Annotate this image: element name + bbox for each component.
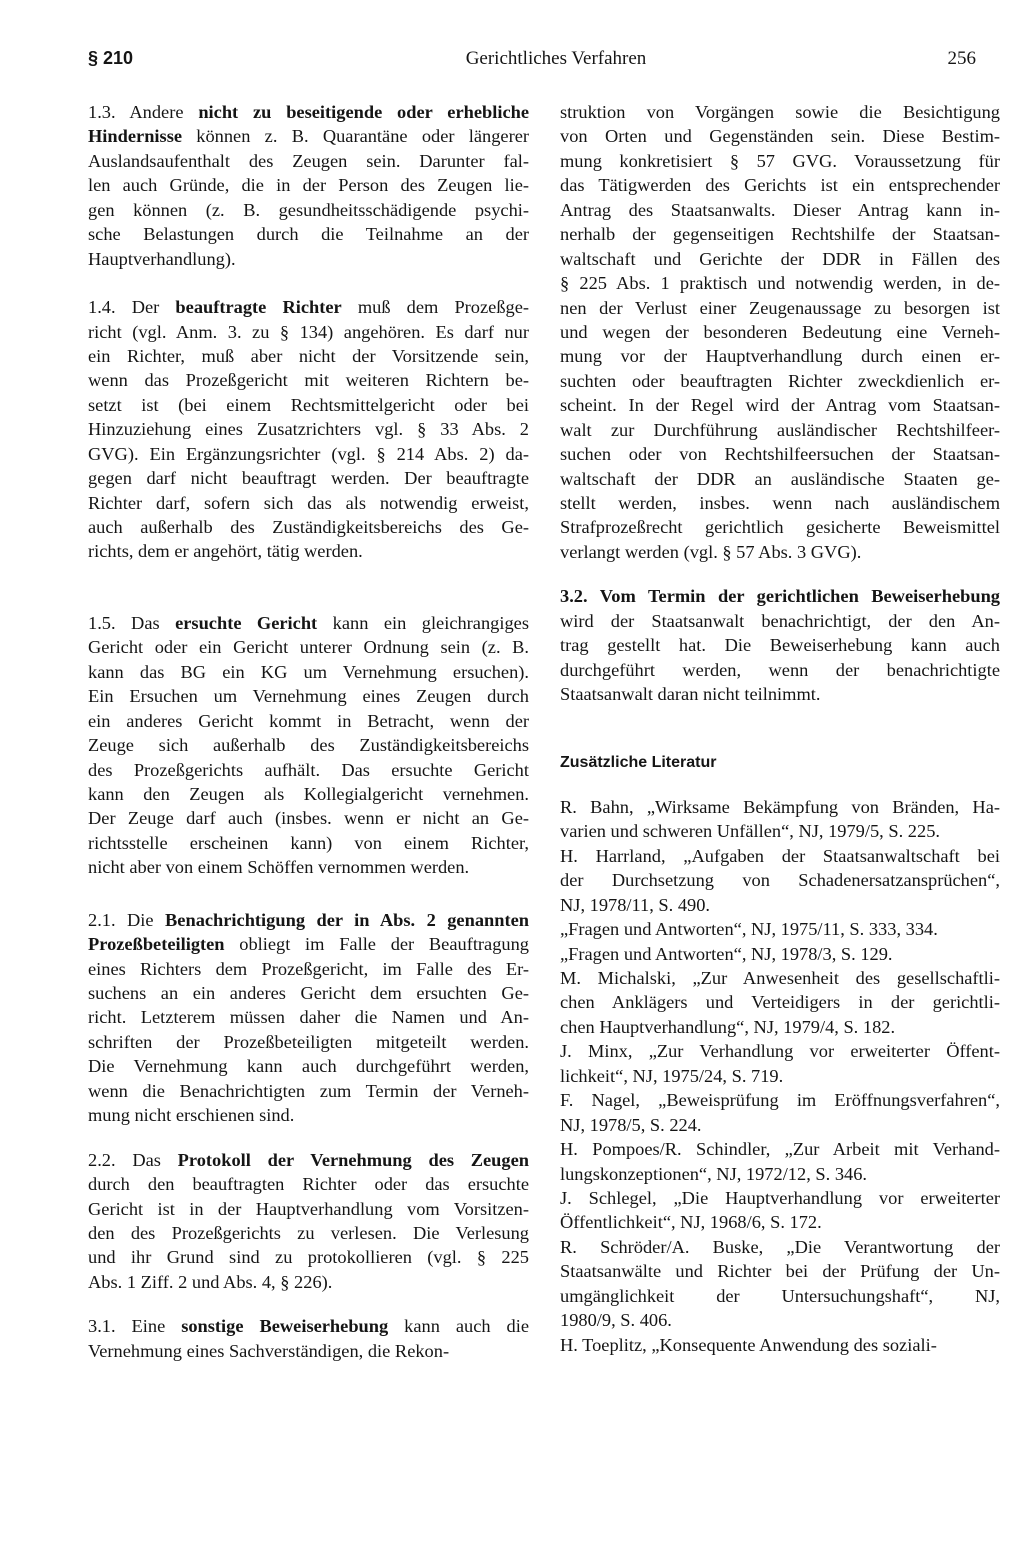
text-line: Hinzuziehung eines Zusatzrichters vgl. § 33 Abs. 2	[88, 419, 529, 440]
text-line: Prozeßbeteiligten obliegt im Falle der Beauftragung	[88, 934, 529, 955]
text-line: Zeuge sich außerhalb des Zuständigkeitsbereichs	[88, 735, 529, 756]
text-line: J. Minx, „Zur Verhandlung vor erweiterter Öffent-	[560, 1041, 1000, 1062]
paragraph-p22	[88, 1148, 529, 1295]
text-line: GVG). Ein Ergänzungsrichter (vgl. § 214 Abs. 2) da-	[88, 443, 529, 464]
text-line: NJ, 1978/5, S. 224.	[560, 1114, 702, 1135]
text-line: ein Richter, muß aber nicht der Vorsitzende sein,	[88, 345, 529, 366]
text-line: wenn das Prozeßgericht mit weiteren Richtern be-	[88, 370, 529, 391]
literature-entry	[560, 1137, 1000, 1186]
text-line: 2.2. Das Protokoll der Vernehmung des Zeugen	[88, 1149, 529, 1170]
text-line: mung konkretisiert § 57 GVG. Voraussetzung für	[560, 150, 1000, 171]
text-line: 1.3. Andere nicht zu beseitigende oder erhebliche	[88, 102, 529, 122]
literature-entry	[560, 966, 1000, 1039]
paragraph-p13	[88, 100, 529, 271]
text-line: Auslandsaufenthalt des Zeugen sein. Darunter fal-	[88, 150, 529, 171]
text-line: kann das BG ein KG um Vernehmung ersuchen).	[88, 661, 529, 682]
text-line: H. Harrland, „Aufgaben der Staatsanwaltschaft bei	[560, 845, 1000, 866]
paragraph-p14	[88, 295, 529, 564]
text-line: lungskonzeptionen“, NJ, 1972/12, S. 346.	[560, 1163, 868, 1184]
text-line: suchten oder beauftragten Richter zweckdienlich er-	[560, 370, 1000, 391]
text-line: Öffentlichkeit“, NJ, 1968/6, S. 172.	[560, 1212, 822, 1233]
text-line: der Durchsetzung von Schadenersatzansprüchen“,	[560, 870, 1000, 891]
text-line: kann den Zeugen als Kollegialgericht vernehmen.	[88, 783, 529, 804]
literature-entry	[560, 1333, 1000, 1357]
text-line: Richter darf, sofern sich das als notwendig erweist,	[88, 492, 529, 513]
text-line: mung nicht erschienen sind.	[88, 1105, 295, 1126]
left-column	[88, 100, 529, 1363]
text-line: nicht aber von einem Schöffen vernommen werden.	[88, 857, 470, 878]
text-line: richts, dem er angehört, tätig werden.	[88, 541, 363, 562]
text-line: suchens an ein anderes Gericht dem ersuchten Ge-	[88, 983, 529, 1003]
text-line: verlangt werden (vgl. § 57 Abs. 3 GVG).	[560, 541, 862, 562]
text-line: Abs. 1 Ziff. 2 und Abs. 4, § 226).	[88, 1271, 333, 1292]
text-line: F. Nagel, „Beweisprüfung im Eröffnungsverfahren“,	[560, 1090, 1000, 1111]
literature-entry	[560, 844, 1000, 917]
literature-list	[560, 795, 1000, 1357]
literature-entry	[560, 917, 1000, 941]
paragraph-p31c	[560, 100, 1000, 564]
text-line: chen Anklägers und Verteidigers in der gerichtli-	[560, 992, 1000, 1013]
paragraph-p32	[560, 584, 1000, 706]
running-title: Gerichtliches Verfahren	[465, 48, 647, 69]
paragraph-p15	[88, 611, 529, 880]
text-line: 1980/9, S. 406.	[560, 1310, 672, 1331]
text-line: und wegen der besonderen Bedeutung eine Verneh-	[560, 321, 1000, 342]
text-line: Gericht ist in der Hauptverhandlung vom Vorsitzen-	[88, 1198, 529, 1219]
page-header	[88, 48, 976, 80]
text-line: Antrag des Staatsanwalts. Dieser Antrag kann in-	[560, 199, 1000, 220]
literature-section	[560, 751, 1000, 1358]
text-line: chen Hauptverhandlung“, NJ, 1979/4, S. 182.	[560, 1016, 896, 1037]
paragraph-p31	[88, 1314, 529, 1363]
text-line: Gericht oder ein Gericht unterer Ordnung sein (z. B.	[88, 637, 529, 658]
text-line: von Orten und Gegenständen sein. Diese Bestim-	[560, 126, 1000, 147]
text-line: „Fragen und Antworten“, NJ, 1978/3, S. 129.	[560, 943, 893, 964]
text-line: R. Schröder/A. Buske, „Die Verantwortung der	[560, 1236, 1000, 1257]
text-line: gen können (z. B. gesundheitsschädigende psychi-	[88, 199, 529, 220]
text-line: richtsstelle erscheinen kann) von einem Richter,	[88, 832, 529, 853]
literature-entry	[560, 1039, 1000, 1088]
text-line: wird der Staatsanwalt benachrichtigt, der den An-	[560, 610, 1000, 631]
text-line: waltschaft der DDR an ausländische Staaten ge-	[560, 468, 1000, 489]
text-line: R. Bahn, „Wirksame Bekämpfung von Bränden, Ha-	[560, 796, 1000, 817]
text-line: scheint. In der Regel wird der Antrag vom Staatsan-	[560, 395, 1000, 416]
text-line: richt. Letzterem müssen daher die Namen und An-	[88, 1007, 529, 1028]
text-line: § 225 Abs. 1 praktisch und notwendig werden, in de-	[560, 273, 1000, 294]
literature-entry	[560, 942, 1000, 966]
text-line: gegen darf nicht beauftragt werden. Der beauftragte	[88, 468, 529, 489]
text-line: Strafprozeßrecht gerichtlich gesicherte Beweismittel	[560, 517, 1000, 538]
text-line: „Fragen und Antworten“, NJ, 1975/11, S. 333, 334.	[560, 919, 938, 940]
text-line: sche Belastungen durch die Teilnahme an der	[88, 224, 529, 245]
text-line: wenn die Benachrichtigten zum Termin der Verneh-	[88, 1080, 529, 1101]
text-line: nerhalb der gegenseitigen Rechtshilfe der Staatsan-	[560, 224, 1000, 245]
text-line: J. Schlegel, „Die Hauptverhandlung vor erweiterter	[560, 1187, 1000, 1208]
text-line: durch den beauftragten Richter oder das ersuchte	[88, 1174, 529, 1195]
text-line: umgänglichkeit der Untersuchungshaft“, NJ,	[560, 1285, 1000, 1306]
text-line: varien und schweren Unfällen“, NJ, 1979/5, S. 225.	[560, 821, 940, 842]
text-line: 1.5. Das ersuchte Gericht kann ein gleichrangiges	[88, 612, 529, 633]
text-line: Staatsanwälte und Richter bei der Prüfung der Un-	[560, 1261, 1000, 1282]
text-line: Vernehmung eines Sachverständigen, die Rekon-	[88, 1340, 450, 1361]
text-line: Staatsanwalt daran nicht teilnimmt.	[560, 684, 821, 705]
text-line: das Tätigwerden des Gerichts ist ein entsprechender	[560, 175, 1000, 196]
text-line: 1.4. Der beauftragte Richter muß dem Prozeßge-	[88, 297, 529, 318]
text-line: auch außerhalb des Zuständigkeitsbereichs des Ge-	[88, 517, 529, 537]
text-line: richt (vgl. Anm. 3. zu § 134) angehören. Es darf nur	[88, 321, 529, 342]
literature-entry	[560, 795, 1000, 844]
text-line: M. Michalski, „Zur Anwesenheit des gesellschaftli-	[560, 968, 1000, 988]
text-line: mung vor der Hauptverhandlung durch einen er-	[560, 346, 1000, 367]
text-line: und ihr Grund sind zu protokollieren (vgl. § 225	[88, 1247, 529, 1268]
text-line: walt zur Durchführung ausländischer Rechtshilfeer-	[560, 419, 1000, 440]
literature-heading: Zusätzliche Literatur	[560, 753, 717, 771]
text-line: waltschaft und Gerichte der DDR in Fällen des	[560, 248, 1000, 269]
paragraph-p21	[88, 908, 529, 1128]
literature-entry	[560, 1088, 1000, 1137]
text-line: NJ, 1978/11, S. 490.	[560, 894, 711, 915]
literature-entry	[560, 1235, 1000, 1333]
text-line: Der Zeuge darf auch (insbes. wenn er nicht an Ge-	[88, 808, 529, 829]
text-line: Ein Ersuchen um Vernehmung eines Zeugen durch	[88, 686, 529, 707]
text-line: 3.2. Vom Termin der gerichtlichen Beweiserhebung	[560, 586, 1000, 607]
text-line: Hindernisse können z. B. Quarantäne oder längerer	[88, 126, 529, 147]
text-line: struktion von Vorgängen sowie die Besichtigung	[560, 102, 1000, 122]
text-line: setzt ist (bei einem Rechtsmittelgericht oder bei	[88, 394, 529, 415]
page-number: 256	[947, 48, 976, 69]
right-column	[560, 100, 1000, 1357]
text-line: durchgeführt werden, wenn der benachrichtigte	[560, 659, 1000, 680]
text-line: trag gestellt hat. Die Beweiserhebung kann auch	[560, 635, 1000, 656]
text-line: nen der Verlust einer Zeugenaussage zu besorgen ist	[560, 297, 1000, 318]
literature-entry	[560, 1186, 1000, 1235]
text-line: Hauptverhandlung).	[88, 248, 236, 269]
text-line: 2.1. Die Benachrichtigung der in Abs. 2 genannten	[88, 909, 529, 930]
text-line: suchen oder von Rechtshilfeersuchen der Staatsan-	[560, 444, 1000, 465]
text-line: H. Pompoes/R. Schindler, „Zur Arbeit mit Verhand-	[560, 1139, 1000, 1160]
text-line: schriften der Prozeßbeteiligten mitgeteilt werden.	[88, 1031, 529, 1052]
text-line: len auch Gründe, die in der Person des Zeugen lie-	[88, 175, 529, 196]
text-line: 3.1. Eine sonstige Beweiserhebung kann auch die	[88, 1316, 529, 1337]
text-line: den des Prozeßgerichts zu verlesen. Die Verlesung	[88, 1222, 529, 1243]
text-line: Die Vernehmung kann auch durchgeführt werden,	[88, 1056, 529, 1077]
text-line: H. Toeplitz, „Konsequente Anwendung des soziali-	[560, 1334, 937, 1355]
text-line: eines Richters dem Prozeßgericht, im Falle des Er-	[88, 958, 529, 979]
text-line: stellt werden, insbes. wenn nach ausländischem	[560, 493, 1000, 513]
text-line: ein anderes Gericht kommt in Betracht, wenn der	[88, 710, 529, 731]
text-line: lichkeit“, NJ, 1975/24, S. 719.	[560, 1065, 784, 1086]
section-number: § 210	[88, 48, 134, 68]
text-line: des Prozeßgerichts aufhält. Das ersuchte Gericht	[88, 759, 529, 780]
